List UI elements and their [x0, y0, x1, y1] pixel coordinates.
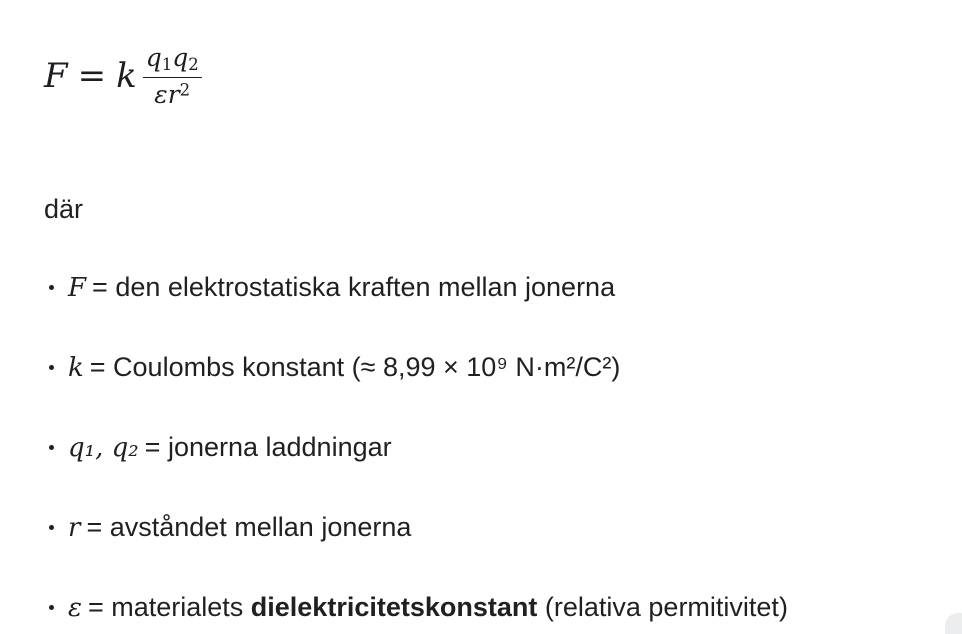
formula-fraction — [143, 44, 202, 109]
bullet-icon — [49, 285, 54, 290]
formula-lhs: F — [44, 56, 68, 97]
denominator-epsilon: ε — [154, 80, 168, 110]
corner-overlay — [945, 613, 962, 634]
fraction-denominator — [151, 78, 193, 109]
variable-symbol: k — [68, 352, 84, 383]
numerator-q2-sub: 2 — [188, 55, 199, 75]
intro-text: där — [44, 193, 84, 224]
variable-definition: = jonerna laddningar — [144, 431, 392, 462]
formula-equals: = — [77, 56, 107, 97]
list-item — [44, 512, 932, 543]
bullet-icon — [49, 605, 54, 610]
formula-coefficient: k — [116, 56, 137, 97]
coulomb-formula — [44, 44, 202, 109]
variable-symbol: ε — [68, 592, 82, 623]
bullet-icon — [49, 525, 54, 530]
variable-definition: = den elektrostatiska kraften mellan jonerna — [92, 271, 616, 302]
bullet-icon — [49, 365, 54, 370]
numerator-q1-sub: 1 — [161, 55, 173, 75]
variable-definition: = avståndet mellan jonerna — [86, 511, 412, 542]
bold-term: dielektricitetskonstant — [250, 591, 538, 622]
numerator-q1: q — [145, 43, 162, 72]
denominator-r: r — [167, 80, 180, 110]
variable-definition: = materialets — [87, 591, 251, 622]
variable-symbol: r — [68, 512, 81, 543]
variable-symbol: q₁, q₂ — [68, 432, 139, 463]
variable-list — [44, 272, 932, 623]
bullet-icon — [49, 445, 54, 450]
list-item — [44, 352, 932, 383]
variable-symbol: F — [68, 272, 87, 303]
variable-definition-after: (relativa permitivitet) — [537, 591, 788, 622]
list-item — [44, 432, 932, 463]
numerator-q2: q — [172, 43, 189, 72]
list-item — [44, 592, 932, 623]
fraction-numerator — [143, 44, 202, 77]
variable-definition: = Coulombs konstant (≈ 8,99 × 10⁹ N·m²/C²) — [89, 351, 621, 382]
denominator-r-sup: 2 — [179, 80, 191, 100]
list-item — [44, 272, 932, 303]
